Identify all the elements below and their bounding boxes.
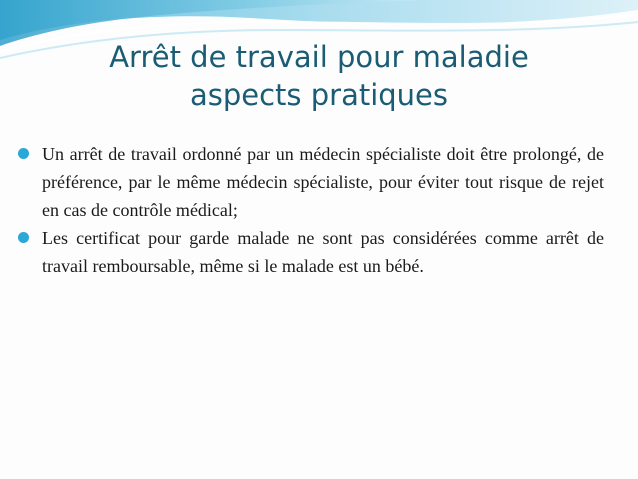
bullet-dot-icon: [18, 232, 29, 243]
bullet-item: [14, 224, 604, 280]
title-line-2: aspects pratiques: [189, 78, 449, 112]
slide-title: [0, 38, 638, 114]
title-line-1: Arrêt de travail pour maladie: [109, 40, 529, 74]
bullet-text: Un arrêt de travail ordonné par un médecin spécialiste doit être prolongé, de préférence, par le même médecin spécialiste, pour éviter tout risque de rejet en cas de contrôle médical;: [42, 144, 604, 220]
bullet-list: [14, 140, 604, 280]
bullet-text: Les certificat pour garde malade ne sont pas considérées comme arrêt de travail remboursable, même si le malade est un bébé.: [42, 228, 604, 276]
bullet-dot-icon: [18, 148, 29, 159]
bullet-item: [14, 140, 604, 224]
